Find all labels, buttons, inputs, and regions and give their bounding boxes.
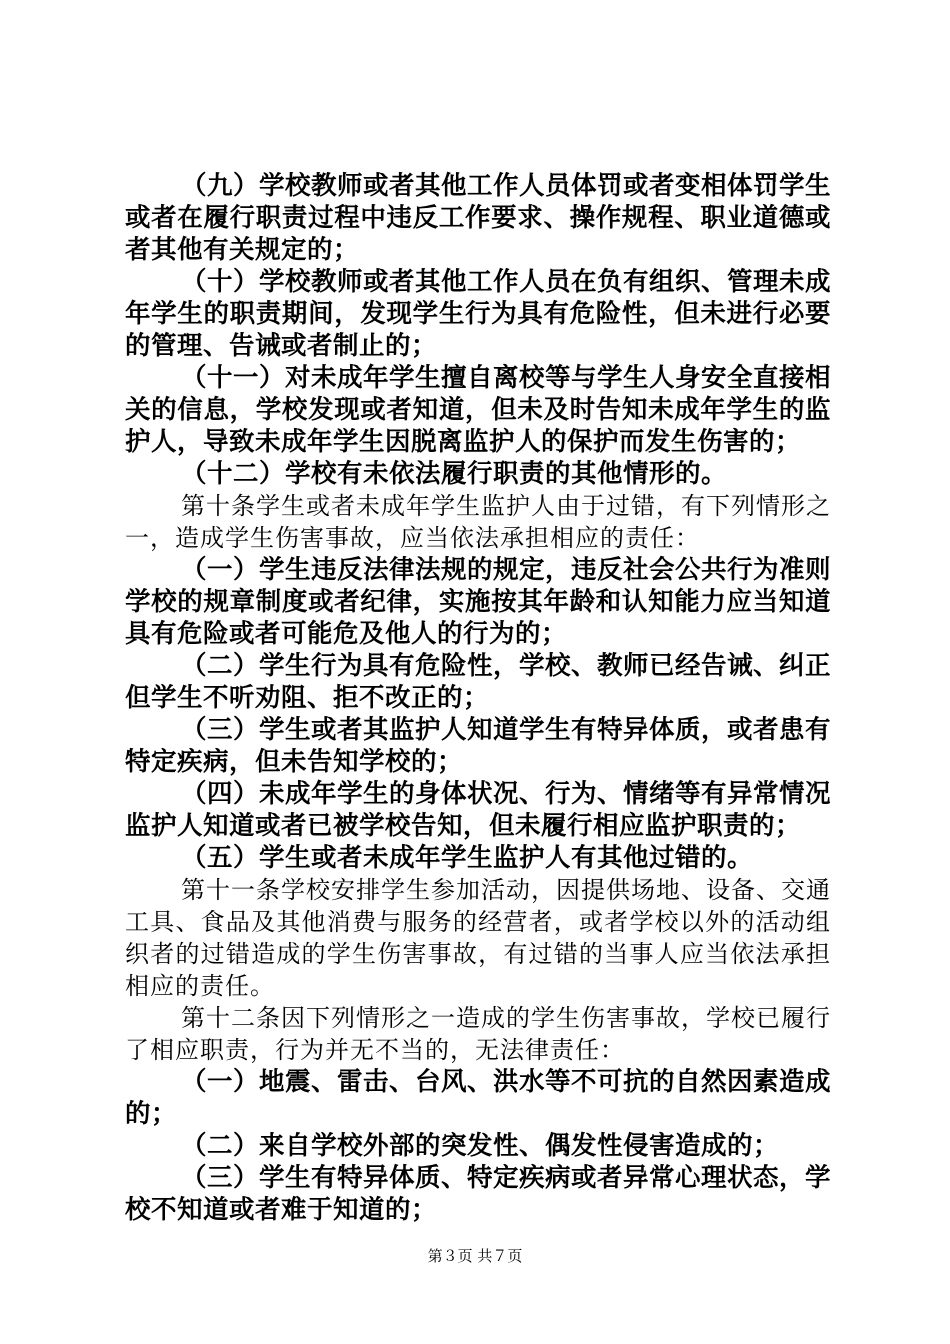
article-10-item-5: （五）学生或者未成年学生监护人有其他过错的。 [181, 843, 754, 873]
paragraph-10: （十）学校教师或者其他工作人员在负有组织、管理未成年学生的职责期间，发现学生行为具有危险性，但未进行必要的管理、告诫或者制止的； [125, 267, 832, 361]
article-12-item-1: （一）地震、雷击、台风、洪水等不可抗的自然因素造成的； [125, 1067, 832, 1129]
article-10-item-4: （四）未成年学生的身体状况、行为、情绪等有异常情况监护人知道或者已被学校告知，但未履行相应监护职责的； [125, 779, 832, 841]
article-12-item-2: （二）来自学校外部的突发性、偶发性侵害造成的； [181, 1131, 780, 1161]
article-12-item-3: （三）学生有特异体质、特定疾病或者异常心理状态，学校不知道或者难于知道的； [125, 1163, 832, 1225]
paragraph-11: （十一）对未成年学生擅自离校等与学生人身安全直接相关的信息，学校发现或者知道，但未及时告知未成年学生的监护人，导致未成年学生因脱离监护人的保护而发生伤害的； [125, 363, 832, 457]
article-12: 第十二条因下列情形之一造成的学生伤害事故，学校已履行了相应职责，行为并无不当的，无法律责任： [125, 1004, 831, 1064]
article-10-item-1: （一）学生违反法律法规的规定，违反社会公共行为准则学校的规章制度或者纪律，实施按其年龄和认知能力应当知道具有危险或者可能危及他人的行为的； [125, 555, 832, 649]
paragraph-9: （九）学校教师或者其他工作人员体罚或者变相体罚学生或者在履行职责过程中违反工作要求、操作规程、职业道德或者其他有关规定的； [125, 171, 832, 265]
page-footer: 第３页 共７页 [427, 1247, 523, 1265]
article-10-item-2: （二）学生行为具有危险性，学校、教师已经告诫、纠正但学生不听劝阻、拒不改正的； [125, 651, 832, 713]
article-10: 第十条学生或者未成年学生监护人由于过错，有下列情形之一，造成学生伤害事故，应当依法承担相应的责任： [125, 492, 831, 552]
document-body [125, 170, 831, 1226]
paragraph-12: （十二）学校有未依法履行职责的其他情形的。 [181, 459, 728, 489]
article-11: 第十一条学校安排学生参加活动，因提供场地、设备、交通工具、食品及其他消费与服务的经营者，或者学校以外的活动组织者的过错造成的学生伤害事故，有过错的当事人应当依法承担相应的责任。 [125, 876, 831, 1000]
article-10-item-3: （三）学生或者其监护人知道学生有特异体质，或者患有特定疾病，但未告知学校的； [125, 715, 832, 777]
